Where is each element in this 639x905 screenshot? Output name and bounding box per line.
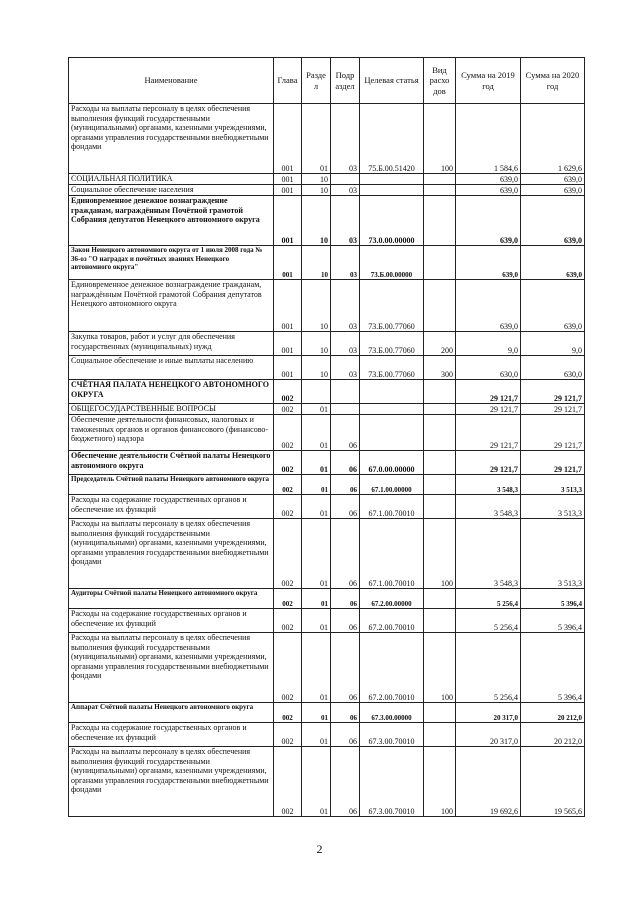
cell-razdel: 01 — [302, 589, 331, 609]
cell-name: Расходы на содержание государственных органов и обеспечение их функций — [69, 609, 274, 633]
cell-glava: 001 — [274, 280, 302, 332]
cell-glava: 002 — [274, 475, 302, 495]
cell-vid — [424, 174, 456, 185]
cell-vid — [424, 280, 456, 332]
cell-target: 75.Б.00.51420 — [360, 104, 424, 174]
cell-razdel: 01 — [302, 747, 331, 817]
cell-name: Социальное обеспечение населения — [69, 185, 274, 196]
cell-razdel: 01 — [302, 475, 331, 495]
cell-sum2020: 1 629,6 — [521, 104, 585, 174]
table-row — [69, 451, 585, 475]
cell-razdel: 01 — [302, 633, 331, 703]
cell-vid: 200 — [424, 332, 456, 356]
cell-sum2020: 20 212,0 — [521, 723, 585, 747]
page-number: 2 — [316, 842, 323, 856]
cell-glava: 001 — [274, 104, 302, 174]
table-row — [69, 609, 585, 633]
cell-sum2019: 3 548,3 — [456, 519, 521, 589]
cell-vid: 100 — [424, 519, 456, 589]
cell-target — [360, 404, 424, 415]
cell-vid — [424, 404, 456, 415]
cell-sum2020: 29 121,7 — [521, 451, 585, 475]
table-row — [69, 723, 585, 747]
cell-podrazdel: 06 — [331, 609, 360, 633]
cell-razdel: 01 — [302, 104, 331, 174]
cell-vid — [424, 185, 456, 196]
cell-sum2020: 29 121,7 — [521, 404, 585, 415]
table-row — [69, 174, 585, 185]
cell-name: Расходы на выплаты персоналу в целях обеспечения выполнения функций государственными (муниципальными) органами, казенными учреждениями, органами управления государственными внебюджетными фондами — [69, 104, 274, 174]
cell-sum2019: 639,0 — [456, 185, 521, 196]
cell-podrazdel: 03 — [331, 196, 360, 246]
cell-podrazdel — [331, 380, 360, 404]
cell-sum2020: 3 513,3 — [521, 475, 585, 495]
table-row — [69, 196, 585, 246]
col-header-sum2019: Сумма на 2019 год — [456, 58, 521, 104]
table-row — [69, 380, 585, 404]
cell-vid — [424, 415, 456, 451]
col-header-name: Наименование — [69, 58, 274, 104]
cell-target: 67.2.00.70010 — [360, 609, 424, 633]
cell-name: ОБЩЕГОСУДАРСТВЕННЫЕ ВОПРОСЫ — [69, 404, 274, 415]
cell-sum2019: 20 317,0 — [456, 723, 521, 747]
cell-target: 67.1.00.70010 — [360, 495, 424, 519]
cell-sum2020: 639,0 — [521, 185, 585, 196]
cell-vid — [424, 196, 456, 246]
cell-sum2020: 9,0 — [521, 332, 585, 356]
cell-podrazdel — [331, 404, 360, 415]
cell-podrazdel: 06 — [331, 519, 360, 589]
cell-name: Закон Ненецкого автономного округа от 1 июля 2008 года № 36-оз "О наградах и почётных званиях Ненецкого автономного округа" — [69, 246, 274, 280]
cell-razdel: 01 — [302, 609, 331, 633]
cell-glava: 001 — [274, 196, 302, 246]
cell-glava: 002 — [274, 404, 302, 415]
table-row — [69, 104, 585, 174]
cell-target — [360, 185, 424, 196]
cell-glava: 002 — [274, 633, 302, 703]
cell-target: 73.Б.00.00000 — [360, 246, 424, 280]
cell-sum2019: 3 548,3 — [456, 475, 521, 495]
budget-table — [68, 57, 585, 817]
cell-target: 73.Б.00.77060 — [360, 280, 424, 332]
cell-sum2019: 9,0 — [456, 332, 521, 356]
cell-razdel: 01 — [302, 519, 331, 589]
cell-podrazdel: 06 — [331, 747, 360, 817]
cell-target: 73.0.00.00000 — [360, 196, 424, 246]
cell-sum2020: 639,0 — [521, 246, 585, 280]
cell-podrazdel: 03 — [331, 185, 360, 196]
col-header-podrazdel: Подр аздел — [331, 58, 360, 104]
cell-glava: 002 — [274, 609, 302, 633]
cell-sum2020: 639,0 — [521, 174, 585, 185]
cell-sum2020: 639,0 — [521, 280, 585, 332]
table-row — [69, 475, 585, 495]
cell-razdel — [302, 380, 331, 404]
cell-podrazdel: 03 — [331, 356, 360, 380]
cell-razdel: 10 — [302, 174, 331, 185]
cell-glava: 002 — [274, 415, 302, 451]
cell-name: СОЦИАЛЬНАЯ ПОЛИТИКА — [69, 174, 274, 185]
cell-razdel: 01 — [302, 723, 331, 747]
cell-target — [360, 174, 424, 185]
cell-target: 67.3.00.00000 — [360, 703, 424, 723]
cell-glava: 002 — [274, 519, 302, 589]
cell-target — [360, 415, 424, 451]
cell-glava: 001 — [274, 332, 302, 356]
cell-name: Обеспечение деятельности Счётной палаты Ненецкого автономного округа — [69, 451, 274, 475]
cell-podrazdel: 06 — [331, 451, 360, 475]
table-row — [69, 415, 585, 451]
table-header-row — [69, 58, 585, 104]
cell-name: Единовременное денежное вознаграждение гражданам, награждённым Почётной грамотой Собрания депутатов Ненецкого автономного округа — [69, 196, 274, 246]
cell-sum2020: 29 121,7 — [521, 415, 585, 451]
cell-sum2019: 20 317,0 — [456, 703, 521, 723]
cell-sum2020: 5 396,4 — [521, 589, 585, 609]
cell-name: Закупка товаров, работ и услуг для обеспечения государственных (муниципальных) нужд — [69, 332, 274, 356]
table-row — [69, 747, 585, 817]
cell-sum2019: 29 121,7 — [456, 415, 521, 451]
cell-podrazdel: 06 — [331, 495, 360, 519]
cell-name: Расходы на выплаты персоналу в целях обеспечения выполнения функций государственными (муниципальными) органами, казенными учреждениями, органами управления государственными внебюджетными фондами — [69, 519, 274, 589]
cell-podrazdel — [331, 174, 360, 185]
table-row — [69, 332, 585, 356]
cell-glava: 002 — [274, 703, 302, 723]
cell-sum2020: 630,0 — [521, 356, 585, 380]
cell-razdel: 01 — [302, 404, 331, 415]
cell-vid: 300 — [424, 356, 456, 380]
cell-sum2019: 639,0 — [456, 174, 521, 185]
table-row — [69, 246, 585, 280]
cell-razdel: 10 — [302, 332, 331, 356]
cell-vid: 100 — [424, 104, 456, 174]
cell-glava: 001 — [274, 185, 302, 196]
cell-podrazdel: 06 — [331, 723, 360, 747]
cell-name: Расходы на содержание государственных органов и обеспечение их функций — [69, 495, 274, 519]
cell-razdel: 01 — [302, 415, 331, 451]
cell-name: Расходы на выплаты персоналу в целях обеспечения выполнения функций государственными (муниципальными) органами, казенными учреждениями, органами управления государственными внебюджетными фондами — [69, 633, 274, 703]
table-row — [69, 280, 585, 332]
cell-sum2019: 1 584,6 — [456, 104, 521, 174]
cell-name: Единовременное денежное вознаграждение гражданам, награждённым Почётной грамотой Собрания депутатов Ненецкого автономного округа — [69, 280, 274, 332]
cell-sum2019: 3 548,3 — [456, 495, 521, 519]
cell-podrazdel: 03 — [331, 280, 360, 332]
cell-sum2019: 29 121,7 — [456, 404, 521, 415]
cell-glava: 002 — [274, 747, 302, 817]
cell-target: 67.2.00.70010 — [360, 633, 424, 703]
cell-glava: 002 — [274, 723, 302, 747]
cell-podrazdel: 03 — [331, 332, 360, 356]
table-row — [69, 589, 585, 609]
cell-vid: 100 — [424, 633, 456, 703]
cell-sum2019: 5 256,4 — [456, 589, 521, 609]
cell-sum2019: 5 256,4 — [456, 633, 521, 703]
cell-razdel: 10 — [302, 280, 331, 332]
cell-podrazdel: 03 — [331, 246, 360, 280]
cell-vid — [424, 723, 456, 747]
cell-razdel: 10 — [302, 196, 331, 246]
cell-target: 73.Б.00.77060 — [360, 356, 424, 380]
col-header-razdel: Разде л — [302, 58, 331, 104]
table-row — [69, 519, 585, 589]
cell-target: 73.Б.00.77060 — [360, 332, 424, 356]
col-header-vid: Вид расхо дов — [424, 58, 456, 104]
cell-sum2020: 29 121,7 — [521, 380, 585, 404]
cell-sum2019: 29 121,7 — [456, 451, 521, 475]
cell-target: 67.3.00.70010 — [360, 747, 424, 817]
cell-sum2020: 3 513,3 — [521, 495, 585, 519]
cell-sum2019: 639,0 — [456, 196, 521, 246]
col-header-sum2020: Сумма на 2020 год — [521, 58, 585, 104]
cell-sum2020: 5 396,4 — [521, 609, 585, 633]
cell-name: Аппарат Счётной палаты Ненецкого автономного округа — [69, 703, 274, 723]
cell-sum2019: 630,0 — [456, 356, 521, 380]
cell-name: Расходы на содержание государственных органов и обеспечение их функций — [69, 723, 274, 747]
cell-razdel: 01 — [302, 703, 331, 723]
cell-glava: 002 — [274, 495, 302, 519]
cell-sum2019: 639,0 — [456, 280, 521, 332]
table-row — [69, 703, 585, 723]
cell-sum2020: 20 212,0 — [521, 703, 585, 723]
cell-razdel: 01 — [302, 495, 331, 519]
cell-podrazdel: 06 — [331, 475, 360, 495]
cell-sum2019: 19 692,6 — [456, 747, 521, 817]
cell-target: 67.1.00.70010 — [360, 519, 424, 589]
cell-target: 67.0.00.00000 — [360, 451, 424, 475]
cell-podrazdel: 06 — [331, 589, 360, 609]
cell-target — [360, 380, 424, 404]
cell-razdel: 01 — [302, 451, 331, 475]
cell-sum2019: 639,0 — [456, 246, 521, 280]
cell-razdel: 10 — [302, 246, 331, 280]
cell-podrazdel: 06 — [331, 415, 360, 451]
cell-vid — [424, 475, 456, 495]
cell-target: 67.3.00.70010 — [360, 723, 424, 747]
cell-name: Расходы на выплаты персоналу в целях обеспечения выполнения функций государственными (муниципальными) органами, казенными учреждениями, органами управления государственными внебюджетными фондами — [69, 747, 274, 817]
cell-name: Аудиторы Счётной палаты Ненецкого автономного округа — [69, 589, 274, 609]
col-header-target: Целевая статья — [360, 58, 424, 104]
cell-glava: 002 — [274, 451, 302, 475]
table-row — [69, 495, 585, 519]
cell-target: 67.2.00.00000 — [360, 589, 424, 609]
cell-vid — [424, 246, 456, 280]
cell-glava: 002 — [274, 380, 302, 404]
cell-vid — [424, 451, 456, 475]
cell-vid — [424, 589, 456, 609]
cell-sum2020: 639,0 — [521, 196, 585, 246]
cell-sum2020: 3 513,3 — [521, 519, 585, 589]
cell-name: СЧЁТНАЯ ПАЛАТА НЕНЕЦКОГО АВТОНОМНОГО ОКРУГА — [69, 380, 274, 404]
cell-name: Обеспечение деятельности финансовых, налоговых и таможенных органов и органов финансового (финансово-бюджетного) надзора — [69, 415, 274, 451]
cell-glava: 001 — [274, 174, 302, 185]
table-row — [69, 633, 585, 703]
cell-vid — [424, 380, 456, 404]
cell-razdel: 10 — [302, 185, 331, 196]
table-row — [69, 404, 585, 415]
cell-glava: 002 — [274, 589, 302, 609]
cell-vid — [424, 495, 456, 519]
cell-razdel: 10 — [302, 356, 331, 380]
cell-vid: 100 — [424, 747, 456, 817]
cell-target: 67.1.00.00000 — [360, 475, 424, 495]
cell-name: Социальное обеспечение и иные выплаты населению — [69, 356, 274, 380]
cell-podrazdel: 06 — [331, 703, 360, 723]
cell-name: Председатель Счётной палаты Ненецкого автономного округа — [69, 475, 274, 495]
cell-vid — [424, 609, 456, 633]
table-row — [69, 356, 585, 380]
cell-podrazdel: 06 — [331, 633, 360, 703]
cell-sum2019: 5 256,4 — [456, 609, 521, 633]
cell-glava: 001 — [274, 246, 302, 280]
cell-sum2019: 29 121,7 — [456, 380, 521, 404]
cell-glava: 001 — [274, 356, 302, 380]
cell-sum2020: 19 565,6 — [521, 747, 585, 817]
cell-sum2020: 5 396,4 — [521, 633, 585, 703]
table-row — [69, 185, 585, 196]
cell-podrazdel: 03 — [331, 104, 360, 174]
cell-vid — [424, 703, 456, 723]
col-header-glava: Глава — [274, 58, 302, 104]
